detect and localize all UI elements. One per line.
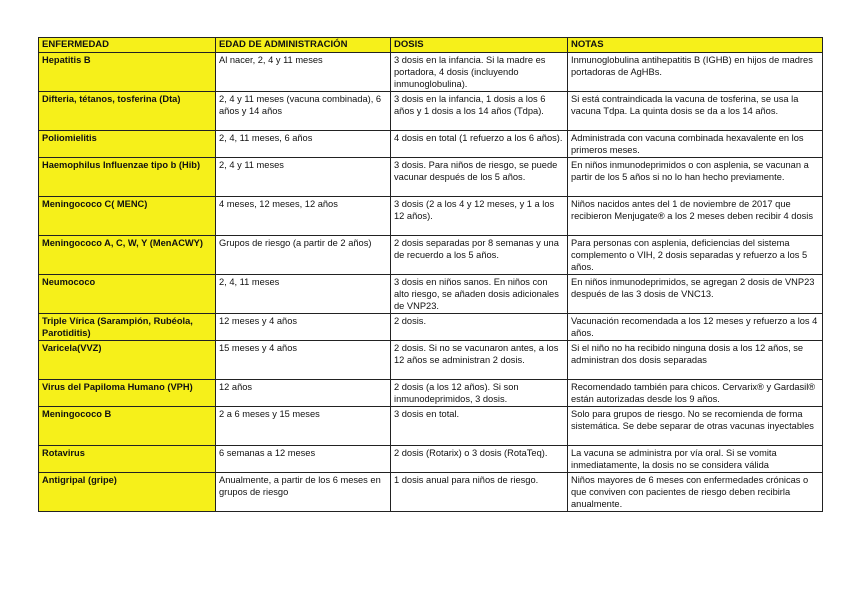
notes-cell: En niños inmunodeprimidos o con asplenia, se vacunan a partir de los 5 años si no lo han hecho previamente. (568, 158, 823, 197)
table-row (39, 236, 823, 275)
table-row (39, 473, 823, 512)
notes-cell: Administrada con vacuna combinada hexavalente en los primeros meses. (568, 131, 823, 158)
table-row (39, 380, 823, 407)
age-cell: 2, 4, 11 meses (216, 275, 391, 314)
doses-cell: 3 dosis en total. (391, 407, 568, 446)
doses-cell: 2 dosis. (391, 314, 568, 341)
table-row (39, 341, 823, 380)
disease-name: Hepatitis B (39, 53, 216, 92)
notes-cell: Recomendado también para chicos. Cervarix® y Gardasil® están autorizadas desde los 9 años. (568, 380, 823, 407)
disease-name: Varicela(VVZ) (39, 341, 216, 380)
table-row (39, 197, 823, 236)
age-cell: 12 meses y 4 años (216, 314, 391, 341)
doses-cell: 2 dosis (Rotarix) o 3 dosis (RotaTeq). (391, 446, 568, 473)
notes-cell: Si está contraindicada la vacuna de tosferina, se usa la vacuna Tdpa. La quinta dosis se da a los 14 años. (568, 92, 823, 131)
doses-cell: 3 dosis. Para niños de riesgo, se puede vacunar después de los 5 años. (391, 158, 568, 197)
notes-cell: Solo para grupos de riesgo. No se recomienda de forma sistemática. Se debe separar de otras vacunas inyectables (568, 407, 823, 446)
age-cell: Anualmente, a partir de los 6 meses en grupos de riesgo (216, 473, 391, 512)
table-row (39, 158, 823, 197)
disease-name: Antigripal (gripe) (39, 473, 216, 512)
notes-cell: La vacuna se administra por vía oral. Si se vomita inmediatamente, la dosis no se considera válida (568, 446, 823, 473)
age-cell: 2, 4 y 11 meses (216, 158, 391, 197)
doses-cell: 3 dosis en la infancia, 1 dosis a los 6 años y 1 dosis a los 14 años (Tdpa). (391, 92, 568, 131)
header-enfermedad: ENFERMEDAD (39, 38, 216, 53)
doses-cell: 3 dosis en niños sanos. En niños con alto riesgo, se añaden dosis adicionales de VNP23. (391, 275, 568, 314)
disease-name: Virus del Papiloma Humano (VPH) (39, 380, 216, 407)
disease-name: Triple Vírica (Sarampión, Rubéola, Parotiditis) (39, 314, 216, 341)
table-row (39, 314, 823, 341)
doses-cell: 4 dosis en total (1 refuerzo a los 6 años). (391, 131, 568, 158)
header-row (39, 38, 823, 53)
doses-cell: 3 dosis en la infancia. Si la madre es portadora, 4 dosis (incluyendo inmunoglobulina). (391, 53, 568, 92)
table-body (39, 53, 823, 512)
disease-name: Neumococo (39, 275, 216, 314)
table-row (39, 131, 823, 158)
notes-cell: Niños nacidos antes del 1 de noviembre de 2017 que recibieron Menjugate® a los 2 meses deben recibir 4 dosis (568, 197, 823, 236)
notes-cell: Para personas con asplenia, deficiencias del sistema complemento o VIH, 2 dosis separadas y refuerzo a los 5 años. (568, 236, 823, 275)
notes-cell: Vacunación recomendada a los 12 meses y refuerzo a los 4 años. (568, 314, 823, 341)
notes-cell: En niños inmunodeprimidos, se agregan 2 dosis de VNP23 después de las 3 dosis de VNC13. (568, 275, 823, 314)
header-edad: EDAD DE ADMINISTRACIÓN (216, 38, 391, 53)
age-cell: 6 semanas a 12 meses (216, 446, 391, 473)
disease-name: Poliomielitis (39, 131, 216, 158)
disease-name: Meningococo C( MENC) (39, 197, 216, 236)
doses-cell: 2 dosis. Si no se vacunaron antes, a los 12 años se administran 2 dosis. (391, 341, 568, 380)
table-row (39, 446, 823, 473)
disease-name: Difteria, tétanos, tosferina (Dta) (39, 92, 216, 131)
doses-cell: 2 dosis (a los 12 años). Si son inmunodeprimidos, 3 dosis. (391, 380, 568, 407)
age-cell: 4 meses, 12 meses, 12 años (216, 197, 391, 236)
age-cell: 2 a 6 meses y 15 meses (216, 407, 391, 446)
doses-cell: 3 dosis (2 a los 4 y 12 meses, y 1 a los 12 años). (391, 197, 568, 236)
notes-cell: Si el niño no ha recibido ninguna dosis a los 12 años, se administran dos dosis separadas (568, 341, 823, 380)
doses-cell: 1 dosis anual para niños de riesgo. (391, 473, 568, 512)
notes-cell: Niños mayores de 6 meses con enfermedades crónicas o que conviven con pacientes de riesgo deben recibirla anualmente. (568, 473, 823, 512)
age-cell: 12 años (216, 380, 391, 407)
disease-name: Haemophilus Influenzae tipo b (Hib) (39, 158, 216, 197)
age-cell: Al nacer, 2, 4 y 11 meses (216, 53, 391, 92)
age-cell: 2, 4, 11 meses, 6 años (216, 131, 391, 158)
table-row (39, 407, 823, 446)
age-cell: 15 meses y 4 años (216, 341, 391, 380)
table-row (39, 275, 823, 314)
table-header (39, 38, 823, 53)
notes-cell: Inmunoglobulina antihepatitis B (IGHB) en hijos de madres portadoras de AgHBs. (568, 53, 823, 92)
age-cell: Grupos de riesgo (a partir de 2 años) (216, 236, 391, 275)
disease-name: Rotavirus (39, 446, 216, 473)
disease-name: Meningococo B (39, 407, 216, 446)
age-cell: 2, 4 y 11 meses (vacuna combinada), 6 años y 14 años (216, 92, 391, 131)
doses-cell: 2 dosis separadas por 8 semanas y una de recuerdo a los 5 años. (391, 236, 568, 275)
header-notas: NOTAS (568, 38, 823, 53)
disease-name: Meningococo A, C, W, Y (MenACWY) (39, 236, 216, 275)
table-row (39, 53, 823, 92)
table-row (39, 92, 823, 131)
header-dosis: DOSIS (391, 38, 568, 53)
vaccine-schedule-table (38, 37, 823, 512)
